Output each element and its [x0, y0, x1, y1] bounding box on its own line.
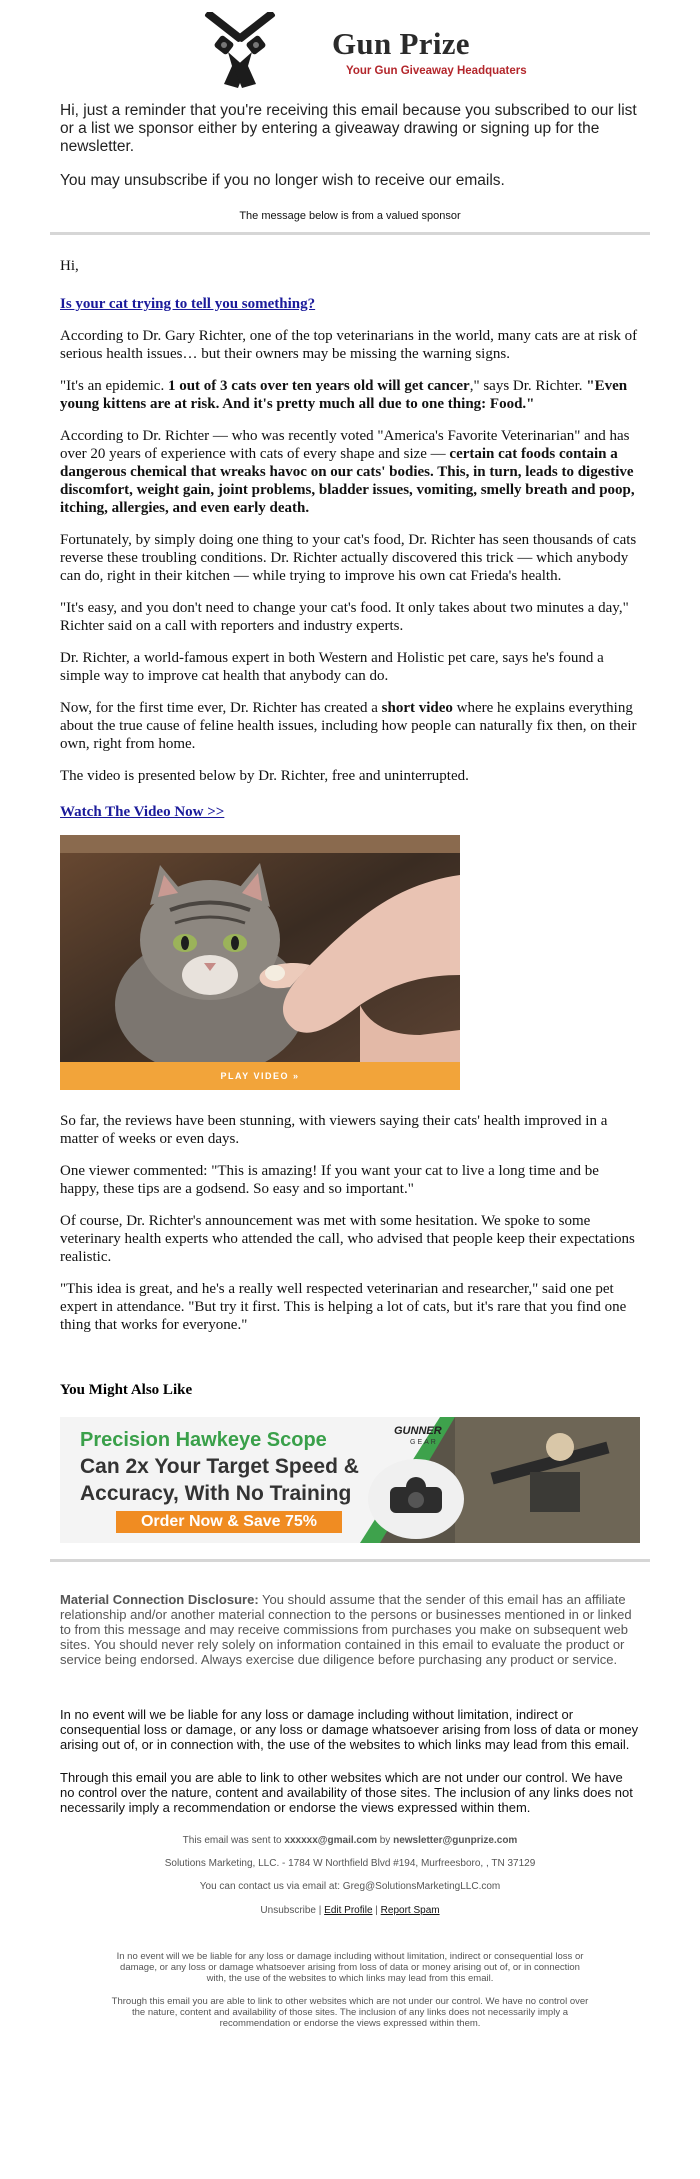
brand-name: Gun Prize	[332, 26, 470, 61]
separator: |	[316, 1905, 325, 1916]
play-video-button[interactable]: PLAY VIDEO »	[60, 1062, 460, 1090]
sent-to-prefix: This email was sent to	[182, 1835, 285, 1846]
unsubscribe-link[interactable]: Unsubscribe	[260, 1905, 316, 1916]
footer-links	[60, 1905, 640, 1917]
p3-text: According to Dr. Richter — who was recently voted "America's Favorite Veterinarian" and has over 20 years of experience with cats of every shape and size —	[60, 428, 630, 462]
paragraph-5: "It's easy, and you don't need to change your cat's food. It only takes about two minutes a day," Richter said on a call with reporters and industry experts.	[60, 600, 629, 634]
disclosure-label: Material Connection Disclosure:	[60, 1592, 259, 1607]
watch-video-link[interactable]: Watch The Video Now >>	[60, 804, 225, 820]
intro-section	[50, 102, 650, 190]
subscription-reminder: Hi, just a reminder that you're receiving this email because you subscribed to our list or a list we sponsor either by entering a giveaway drawing or signing up for the newsletter.	[60, 102, 637, 155]
paragraph-8: The video is presented below by Dr. Richter, free and uninterrupted.	[60, 768, 469, 784]
material-disclosure	[60, 1592, 640, 1667]
sponsor-note: The message below is from a valued sponsor	[239, 210, 461, 222]
p2-text-b: ," says Dr. Richter.	[469, 378, 587, 394]
unsubscribe-note: You may unsubscribe if you no longer wish to receive our emails.	[60, 172, 505, 189]
greeting: Hi,	[60, 258, 79, 274]
disclosure-text: You should assume that the sender of this email has an affiliate relationship and/or another material connection to the persons or businesses mentioned in or linked to from this message and may receive commissions from purchases you make on subsequent web sites. You should never rely solely on information contained in this email to evaluate the product or service being endorsed. Always exercise due diligence before purchasing any product or service.	[60, 1592, 632, 1667]
brand-header	[50, 8, 650, 77]
ad-claim-line2: Accuracy, With No Training	[80, 1482, 352, 1505]
ad-order-button[interactable]: Order Now & Save 75%	[116, 1511, 342, 1533]
paragraph-9: So far, the reviews have been stunning, with viewers saying their cats' health improved in a matter of weeks or even days.	[60, 1113, 608, 1147]
paragraph-3	[60, 427, 640, 517]
brand-tagline: Your Gun Giveaway Headquaters	[346, 65, 527, 77]
report-spam-link[interactable]: Report Spam	[380, 1905, 440, 1916]
headline-paragraph	[60, 295, 640, 313]
video-thumbnail[interactable]	[60, 835, 460, 1090]
divider	[50, 232, 650, 235]
ad-brand-sub: GEAR	[410, 1439, 438, 1446]
ad-claim-line1: Can 2x Your Target Speed &	[80, 1455, 359, 1478]
also-like-heading: You Might Also Like	[60, 1382, 193, 1398]
headline-link[interactable]: Is your cat trying to tell you something?	[60, 296, 316, 312]
contact-line: You can contact us via email at: Greg@SolutionsMarketingLLC.com	[199, 1881, 501, 1892]
p7-text-a: Now, for the first time ever, Dr. Richter has created a	[60, 700, 382, 716]
article-body	[50, 257, 650, 1334]
ad-brand-logo: GUNNER	[394, 1425, 442, 1437]
p2-bold-b: "Even young kittens are at risk. And it's pretty much all due to one thing: Food."	[60, 378, 628, 412]
paragraph-12: "This idea is great, and he's a really well respected veterinarian and researcher," said one pet expert in attendance. "But try it first. This is helping a lot of cats, but it's rare that you find one thing that works for everyone."	[60, 1281, 627, 1333]
p2-text-a: "It's an epidemic.	[60, 378, 168, 394]
ad-product-title: Precision Hawkeye Scope	[80, 1429, 327, 1451]
crossed-revolvers-logo	[198, 12, 282, 92]
watch-link-paragraph	[60, 803, 640, 821]
liability-notice: In no event will we be liable for any loss or damage including without limitation, indirect or consequential loss or damage, or any loss or damage whatsoever arising from loss of data or money arising out of, or in connection with, the use of the websites to which links may lead from this email.	[60, 1707, 639, 1752]
paragraph-4: Fortunately, by simply doing one thing to your cat's food, Dr. Richter has seen thousands of cats reverse these troubling conditions. Dr. Richter actually discovered this trick — which anybody can do, right in their kitchen — while trying to improve his own cat Frieda's health.	[60, 532, 637, 584]
paragraph-7	[60, 699, 640, 753]
external-links-notice-small: Through this email you are able to link to other websites which are not under our control. We have no control over the nature, content and availability of those sites. The inclusion of any links does not necessarily imply a recommendation or endorse the views expressed within them.	[111, 1996, 589, 2029]
edit-profile-link[interactable]: Edit Profile	[324, 1905, 373, 1916]
cat-video-image	[60, 835, 460, 1062]
paragraph-6: Dr. Richter, a world-famous expert in both Western and Holistic pet care, says he's found a simple way to improve cat health that anybody can do.	[60, 650, 604, 684]
p7-text-b: where he explains everything about the true cause of feline health issues, including how people can naturally fix then, on their own, right from home.	[60, 700, 637, 752]
sender-email: newsletter@gunprize.com	[393, 1835, 518, 1846]
sent-by-mid: by	[376, 1835, 394, 1846]
p2-bold-a: 1 out of 3 cats over ten years old will get cancer	[167, 378, 470, 394]
paragraph-2	[60, 377, 640, 413]
paragraph-1: According to Dr. Gary Richter, one of the top veterinarians in the world, many cats are at risk of serious health issues… but their owners may be missing the warning signs.	[60, 328, 638, 362]
footer	[50, 1592, 650, 2029]
paragraph-10: One viewer commented: "This is amazing! If you want your cat to live a long time and be happy, these tips are a godsend. So easy and so important."	[60, 1163, 599, 1197]
separator: |	[372, 1905, 381, 1916]
scope-ad-banner[interactable]	[60, 1417, 640, 1543]
p3-bold: certain cat foods contain a dangerous chemical that wreaks havoc on our cats' bodies. This, in turn, leads to digestive discomfort, weight gain, joint problems, bladder issues, vomiting, smelly breath and poop, itching, allergies, and even early death.	[60, 446, 635, 516]
p7-bold: short video	[381, 700, 453, 716]
divider-bottom	[50, 1559, 650, 1562]
postal-address: Solutions Marketing, LLC. - 1784 W Northfield Blvd #194, Murfreesboro, , TN 37129	[164, 1858, 536, 1869]
liability-notice-small: In no event will we be liable for any loss or damage including without limitation, indirect or consequential loss or damage, or any loss or damage whatsoever arising from loss of data or money arising out of, or in connection with, the use of the websites to which links may lead from this email.	[116, 1951, 584, 1984]
recipient-email: xxxxxx@gmail.com	[284, 1835, 377, 1846]
external-links-notice: Through this email you are able to link to other websites which are not under our control. We have no control over the nature, content and availability of those sites. The inclusion of any links does not necessarily imply a recommendation or endorse the views expressed within them.	[60, 1770, 633, 1815]
paragraph-11: Of course, Dr. Richter's announcement was met with some hesitation. We spoke to some veterinary health experts who attended the call, who advised that people keep their expectations realistic.	[60, 1213, 635, 1265]
sent-to-line	[60, 1835, 640, 1847]
